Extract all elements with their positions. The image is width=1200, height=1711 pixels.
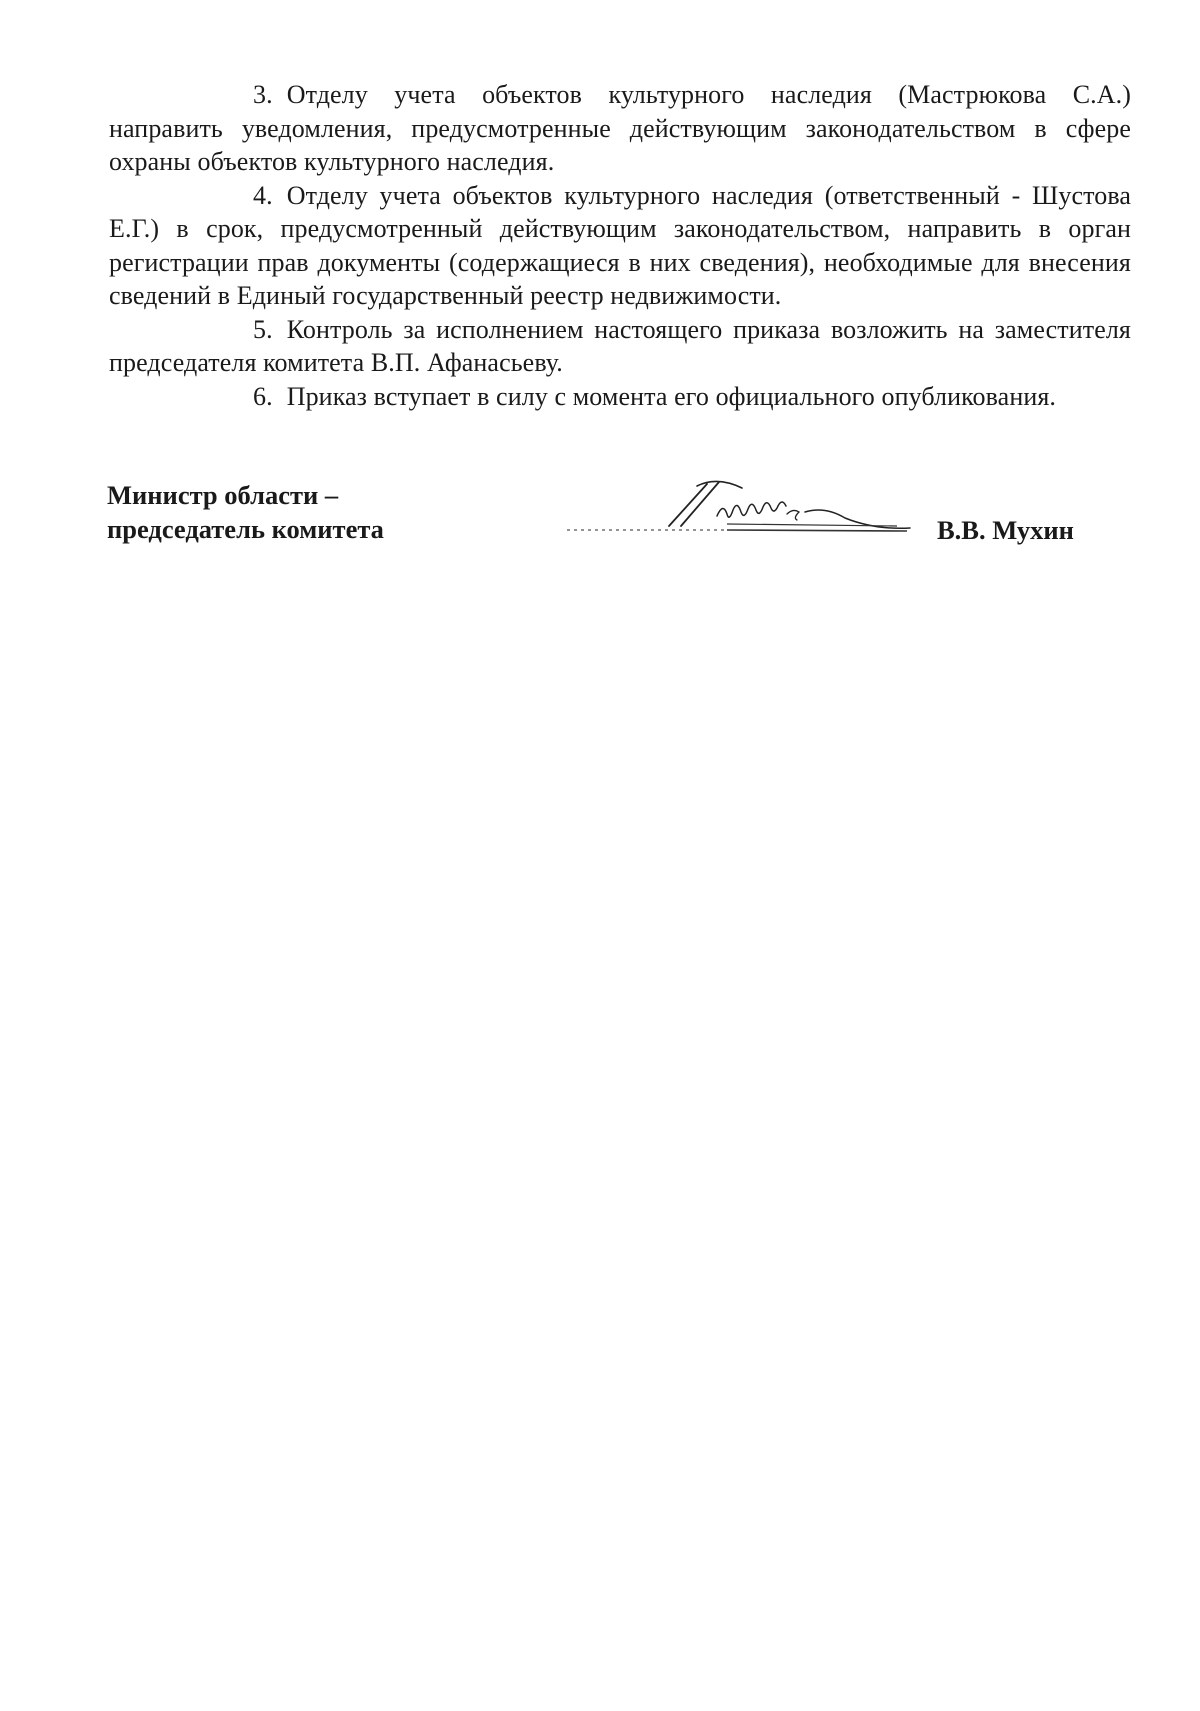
paragraph-text: Приказ вступает в силу с момента его официального опубликования. bbox=[286, 381, 1057, 411]
paragraph-5 bbox=[109, 313, 1131, 380]
paragraph-number: 6. bbox=[253, 381, 273, 411]
paragraph-3 bbox=[109, 78, 1131, 179]
handwritten-signature bbox=[557, 470, 997, 550]
paragraph-text: Контроль за исполнением настоящего приказа возложить на заместителя председателя комитета В.П. Афанасьеву. bbox=[109, 314, 1131, 377]
paragraph-number: 5. bbox=[253, 314, 273, 344]
paragraph-number: 3. bbox=[253, 80, 273, 109]
paragraph-text: Отделу учета объектов культурного наследия (Мастрюкова С.А.) направить уведомления, предусмотренные действующим законодательством в сфере охраны объектов культурного наследия. bbox=[109, 80, 1131, 176]
document-body bbox=[109, 78, 1131, 413]
signer-position-line1: Министр области – bbox=[107, 480, 339, 510]
paragraph-6 bbox=[109, 380, 1131, 414]
paragraph-text: Отделу учета объектов культурного наследия (ответственный - Шустова Е.Г.) в срок, предусмотренный действующим законодательством, направить в орган регистрации прав документы (содержащиеся в них сведения), необходимые для внесения сведений в Единый государственный реестр недвижимости. bbox=[109, 180, 1131, 310]
paragraph-4 bbox=[109, 179, 1131, 313]
paragraph-number: 4. bbox=[253, 180, 273, 210]
signer-name: В.В. Мухин bbox=[937, 515, 1074, 545]
signer-position-line2: председатель комитета bbox=[107, 514, 384, 544]
signature-block bbox=[107, 478, 1107, 558]
signer-position bbox=[107, 478, 384, 546]
